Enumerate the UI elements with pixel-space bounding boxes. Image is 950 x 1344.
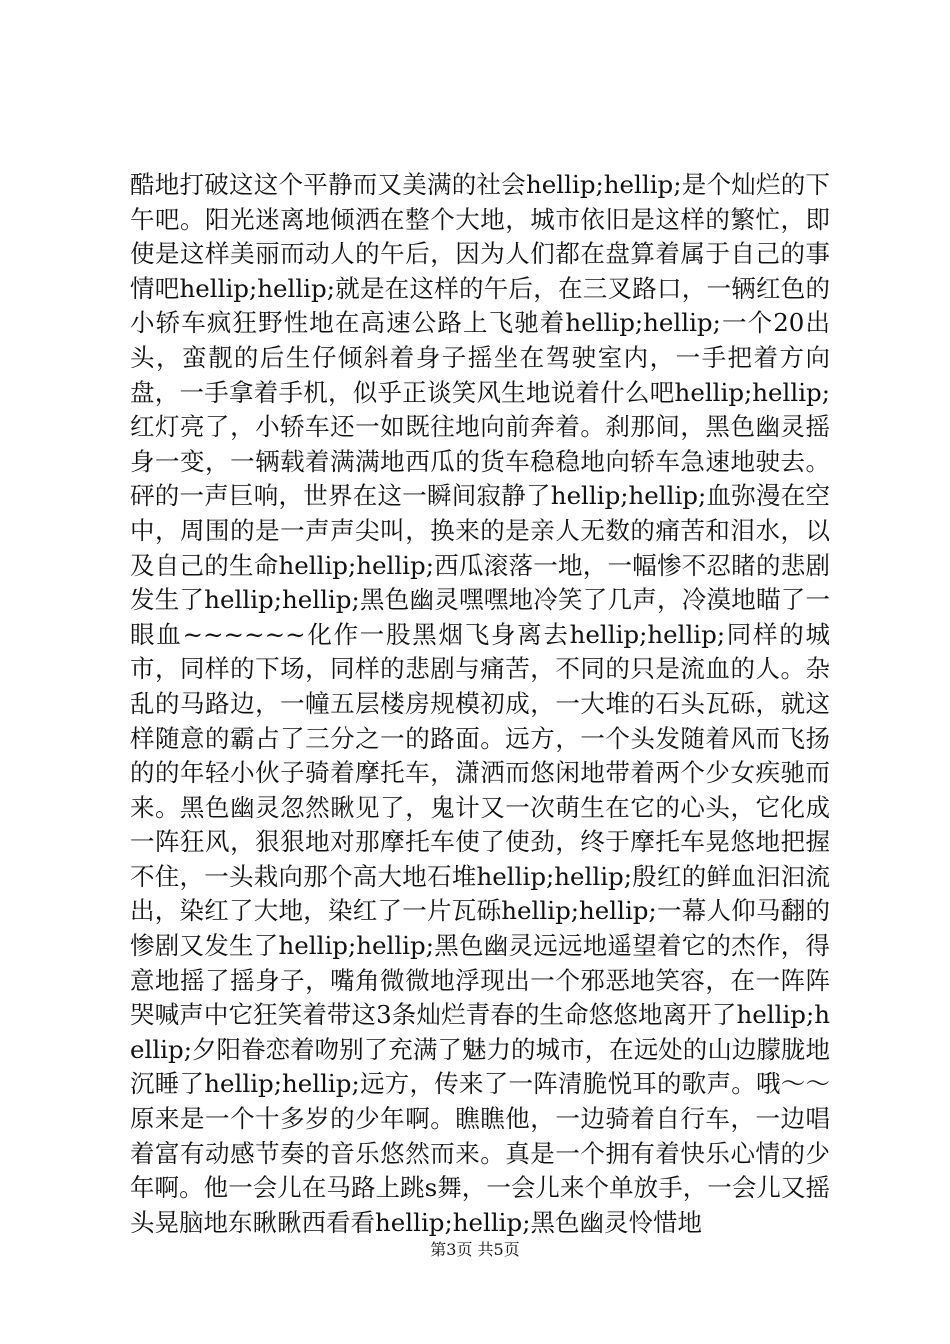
page-number-footer: 第3页 共5页 [430, 1240, 520, 1259]
body-paragraph: 酷地打破这这个平静而又美满的社会hellip;hellip;是个灿烂的下午吧。阳光迷离地倾洒在整个大地，城市依旧是这样的繁忙，即使是这样美丽而动人的午后，因为人们都在盘算着属于自己的事情吧hellip;hellip;就是在这样的午后，在三叉路口，一辆红色的小轿车疯狂野性地在高速公路上飞驰着hellip;hellip;一个20出头，蛮靓的后生仔倾斜着身子摇坐在驾驶室内，一手把着方向盘，一手拿着手机，似乎正谈笑风生地说着什么吧hellip;hellip;红灯亮了，小轿车还一如既往地向前奔着。刹那间，黑色幽灵摇身一变，一辆载着满满地西瓜的货车稳稳地向轿车急速地驶去。砰的一声巨响，世界在这一瞬间寂静了hellip;hellip;血弥漫在空中，周围的是一声声尖叫，换来的是亲人无数的痛苦和泪水，以及自己的生命hellip;hellip;西瓜滚落一地，一幅惨不忍睹的悲剧发生了hellip;hellip;黑色幽灵嘿嘿地冷笑了几声，冷漠地瞄了一眼血~~~~~~化作一股黑烟飞身离去hellip;hellip;同样的城市，同样的下场，同样的悲剧与痛苦，不同的只是流血的人。杂乱的马路边，一幢五层楼房规模初成，一大堆的石头瓦砾，就这样随意的霸占了三分之一的路面。远方，一个头发随着风而飞扬的的年轻小伙子骑着摩托车，潇洒而悠闲地带着两个少女疾驰而来。黑色幽灵忽然瞅见了，鬼计又一次萌生在它的心头，它化成一阵狂风，狠狠地对那摩托车使了使劲，终于摩托车晃悠地把握不住，一头栽向那个高大地石堆hellip;hellip;殷红的鲜血汩汩流出，染红了大地，染红了一片瓦砾hellip;hellip;一幕人仰马翻的惨剧又发生了hellip;hellip;黑色幽灵远远地遥望着它的杰作，得意地摇了摇身子，嘴角微微地浮现出一个邪恶地笑容，在一阵阵哭喊声中它狂笑着带这3条灿烂青春的生命悠悠地离开了hellip;hellip;夕阳眷恋着吻别了充满了魅力的城市，在远处的山边朦胧地沉睡了hellip;hellip;远方，传来了一阵清脆悦耳的歌声。哦～～原来是一个十多岁的少年啊。瞧瞧他，一边骑着自行车，一边唱着富有动感节奏的音乐悠然而来。真是一个拥有着快乐心情的少年啊。他一会儿在马路上跳s舞，一会儿来个单放手，一会儿又摇头晃脑地东瞅瞅西看看hellip;hellip;黑色幽灵怜惜地 [130, 170, 830, 1237]
